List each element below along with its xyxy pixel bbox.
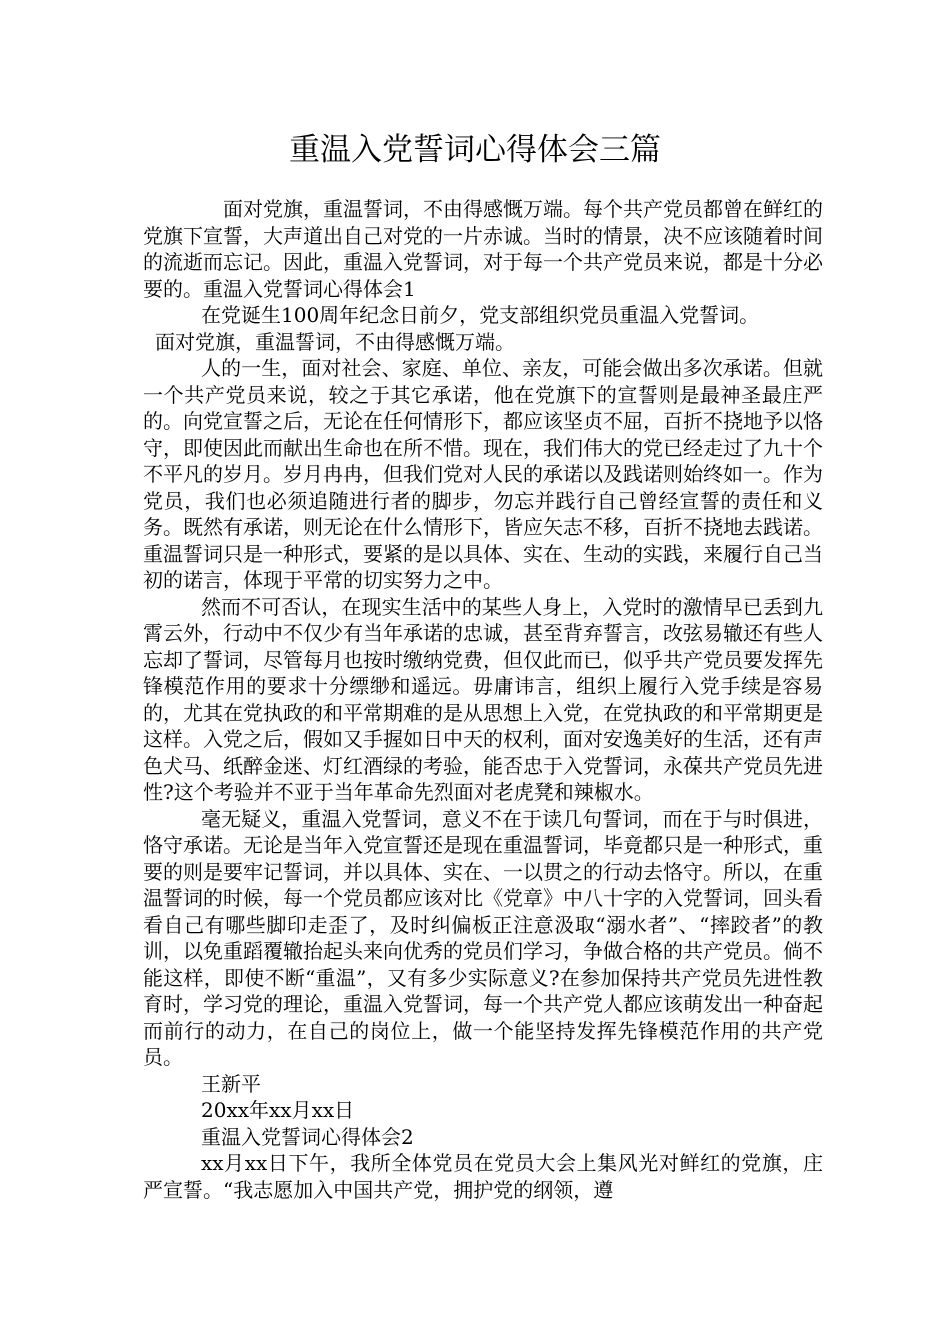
paragraph: 在党诞生100周年纪念日前夕，党支部组织党员重温入党誓词。 [201, 303, 760, 327]
paragraph: 面对党旗，重温誓词，不由得感慨万端。 [155, 329, 515, 354]
section-heading: 重温入党誓词心得体会2 [201, 1124, 414, 1149]
paragraph: xx月xx日下午，我所全体党员在党员大会上集风光对鲜红的党旗，庄严宣誓。“我志愿加入中国共产党，拥护党的纲领，遵 [143, 1151, 823, 1202]
paragraph: 然而不可否认，在现实生活中的某些人身上，入党时的激情早已丢到九霄云外，行动中不仅少有当年承诺的忠诚，甚至背弃誓言，改弦易辙还有些人忘却了誓词，尽管每月也按时缴纳党费，但仅此而已，似乎共产党员要发挥先锋模范作用的要求十分缥缈和遥远。毋庸讳言，组织上履行入党手续是容易的，尤其在党执政的和平常期难的是从思想上入党，在党执政的和平常期更是这样。入党之后，假如又手握如日中天的权利，面对安逸美好的生活，还有声色犬马、纸醉金迷、灯红酒绿的考验，能否忠于入党誓词，永葆共产党员先进性?这个考验并不亚于当年革命先烈面对老虎凳和辣椒水。 [143, 594, 823, 804]
paragraph: 毫无疑义，重温入党誓词，意义不在于读几句誓词，而在于与时俱进，恪守承诺。无论是当年入党宣誓还是现在重温誓词，毕竟都只是一种形式，重要的则是要牢记誓词，并以具体、实在、一以贯之的行动去恪守。所以，在重温誓词的时候，每一个党员都应该对比《党章》中八十字的入党誓词，回头看看自己有哪些脚印走歪了，及时纠偏板正注意汲取“溺水者”、“摔跤者”的教训，以免重蹈覆辙抬起头来向优秀的党员们学习，争做合格的共产党员。倘不能这样，即使不断“重温”，又有多少实际意义?在参加保持共产党员先进性教育时，学习党的理论，重温入党誓词，每一个共产党人都应该萌发出一种奋起而前行的动力，在自己的岗位上，做一个能坚持发挥先锋模范作用的共产党员。 [143, 806, 823, 1069]
author-name: 王新平 [201, 1071, 261, 1096]
date-line: 20xx年xx月xx日 [201, 1098, 355, 1122]
paragraph: 人的一生，面对社会、家庭、单位、亲友，可能会做出多次承诺。但就一个共产党员来说，较之于其它承诺，他在党旗下的宣誓则是最神圣最庄严的。向党宣誓之后，无论在任何情形下，都应该坚贞不屈，百折不挠地予以恪守，即使因此而献出生命也在所不惜。现在，我们伟大的党已经走过了九十个不平凡的岁月。岁月冉冉，但我们党对人民的承诺以及践诺则始终如一。作为党员，我们也必须追随进行者的脚步，勿忘并践行自己曾经宣誓的责任和义务。既然有承诺，则无论在什么情形下，皆应矢志不移，百折不挠地去践诺。重温誓词只是一种形式，要紧的是以具体、实在、生动的实践，来履行自己当初的诺言，体现于平常的切实努力之中。 [143, 356, 823, 592]
document-title: 重温入党誓词心得体会三篇 [289, 132, 661, 168]
document-body [143, 196, 823, 1203]
paragraph-intro: 面对党旗，重温誓词，不由得感慨万端。每个共产党员都曾在鲜红的党旗下宣誓，大声道出自己对党的一片赤诚。当时的情景，决不应该随着时间的流逝而忘记。因此，重温入党誓词，对于每一个共产党员来说，都是十分必要的。重温入党誓词心得体会1 [143, 197, 823, 301]
